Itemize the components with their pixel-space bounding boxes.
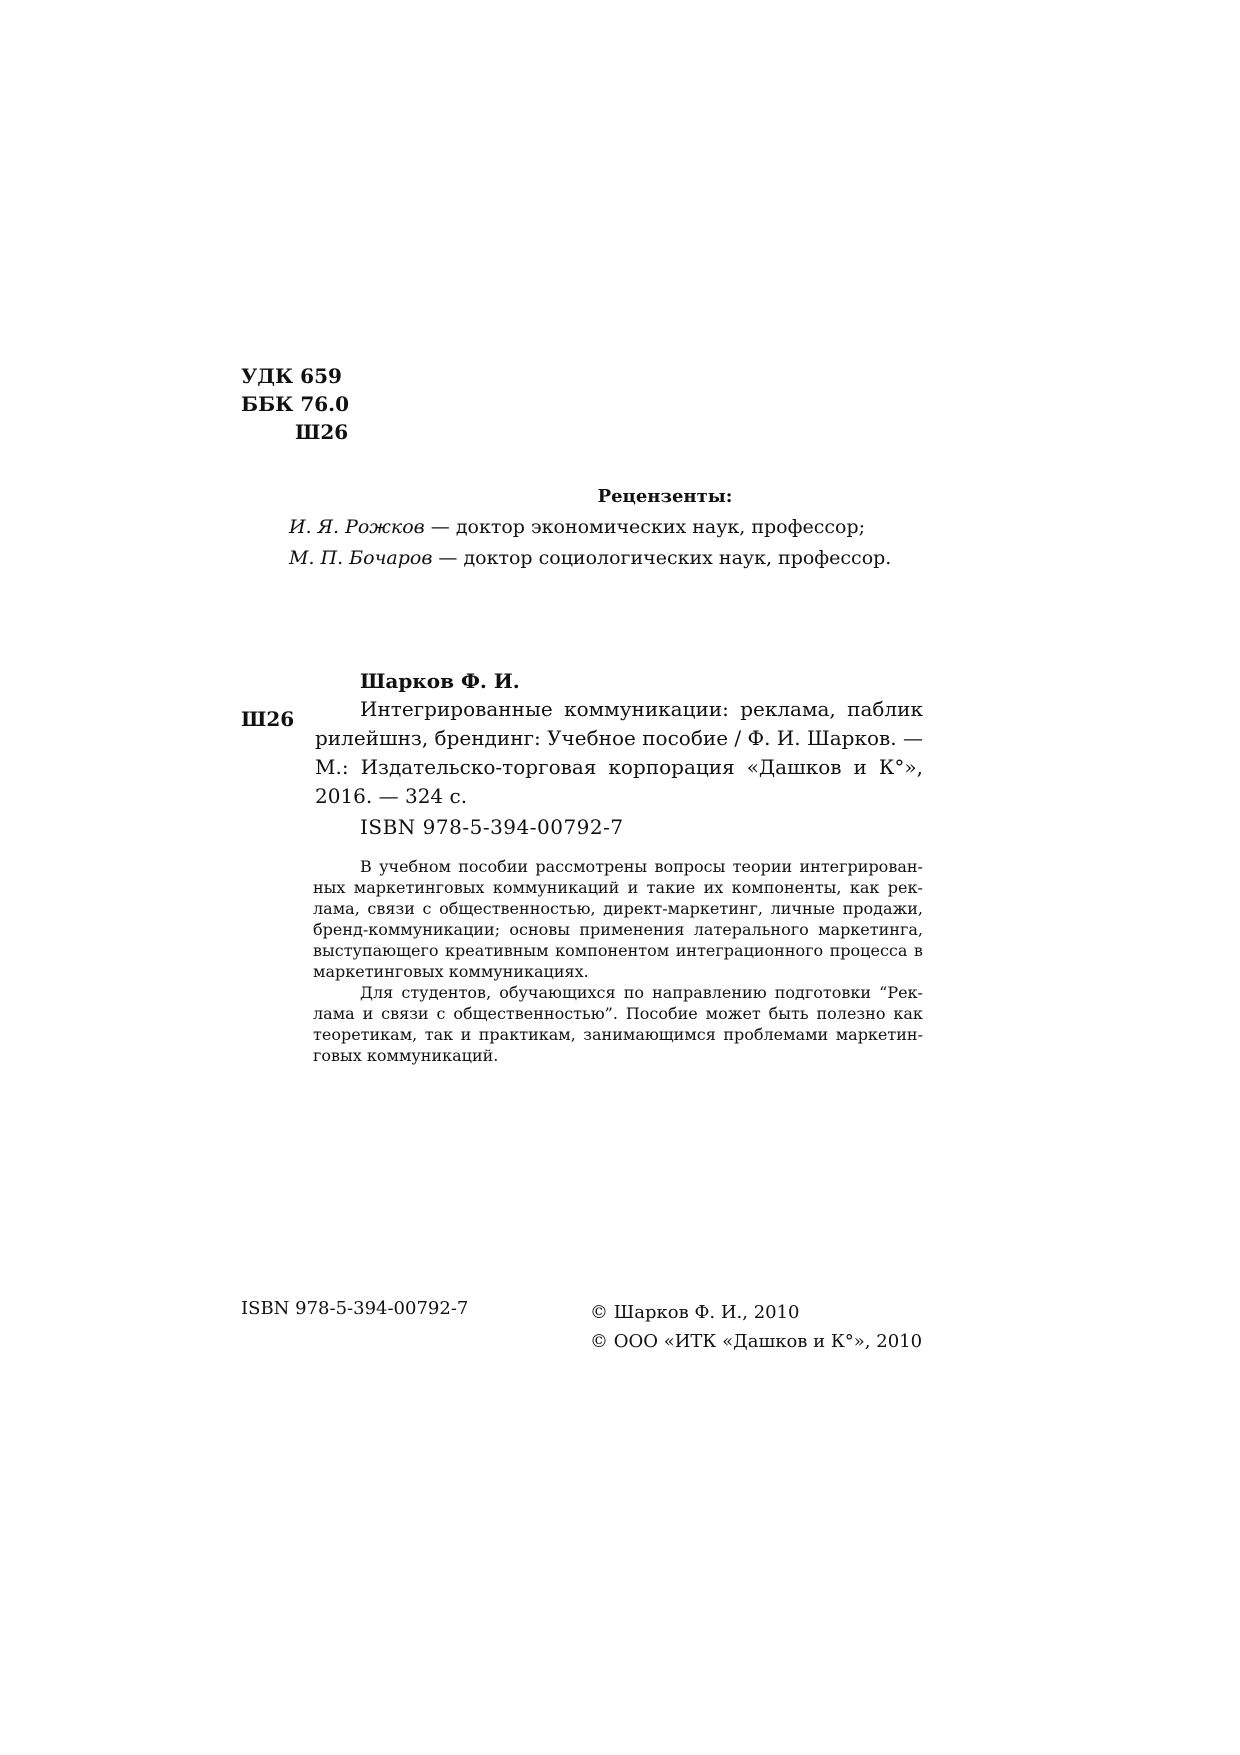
reviewer-role: — доктор социологических наук, профессор.: [432, 547, 892, 569]
copyright-line: © ООО «ИТК «Дашков и К°», 2010: [590, 1331, 923, 1352]
annotation-line: [313, 1024, 923, 1045]
annotation-line-word: рек-: [887, 878, 923, 897]
annotation-line-word: занимающимся: [583, 1025, 716, 1044]
bib-line-word: брендинг:: [434, 726, 541, 750]
annotation-line-word: по: [623, 983, 644, 1002]
bib-line-word: М.:: [315, 755, 349, 779]
bib-line-word: Издательско-торговая: [360, 755, 597, 779]
annotation-line-word: студентов,: [401, 983, 492, 1002]
annotation-line-word: так: [424, 1025, 454, 1044]
annotation-line-word: маркетинга,: [818, 920, 923, 939]
copyright-line: © Шарков Ф. И., 2010: [590, 1302, 800, 1323]
annotation-line-word: основы: [509, 920, 571, 939]
bib-line-word: корпорация: [608, 755, 735, 779]
annotation-line-word: В: [360, 857, 372, 876]
annotation-line-word: коммуникаций: [492, 878, 620, 897]
annotation-line-word: рассмотрены: [535, 857, 648, 876]
annotation-line: [313, 898, 923, 919]
annotation-line-word: креативным: [444, 941, 549, 960]
author-heading: Шарков Ф. И.: [360, 669, 520, 693]
bib-line: [315, 695, 923, 724]
annotation-line-word: говых коммуникаций.: [313, 1046, 499, 1065]
bib-line-word: и: [853, 755, 867, 779]
copyright-block: [590, 1298, 922, 1356]
bibliographic-description: [315, 695, 923, 811]
annotation-line-word: обучающихся: [499, 983, 616, 1002]
bib-line: [315, 753, 923, 782]
bib-line-word: К°»,: [878, 755, 923, 779]
annotation-line: [313, 1045, 923, 1066]
annotation-line-word: бренд-коммуникации;: [313, 920, 501, 939]
annotation-line-word: их: [703, 878, 724, 897]
annotation-line-word: интегрирован-: [799, 857, 923, 876]
annotation-line: [313, 982, 923, 1003]
author-mark-code: Ш26: [295, 420, 349, 444]
annotation-line-word: выступающего: [313, 941, 439, 960]
annotation: [313, 856, 923, 1066]
annotation-line: [313, 961, 923, 982]
annotation-line-word: компоненты,: [731, 878, 842, 897]
annotation-line: [313, 1003, 923, 1024]
udk-code: УДК 659: [241, 364, 342, 388]
classification-codes: [241, 362, 349, 446]
annotation-line-word: с: [422, 899, 432, 918]
footer-isbn: ISBN 978-5-394-00792-7: [241, 1298, 469, 1319]
annotation-line-word: и: [362, 1004, 374, 1023]
annotation-line-word: учебном: [379, 857, 451, 876]
annotation-line-word: продажи,: [842, 899, 923, 918]
bib-line-word: Ф. И.: [747, 726, 801, 750]
bib-line-word: пособие: [642, 726, 729, 750]
bib-line-word: /: [734, 726, 742, 750]
annotation-line: [313, 877, 923, 898]
bib-line-word: 2016. — 324 с.: [315, 784, 468, 808]
bib-line: [315, 724, 923, 753]
reviewer-name: И. Я. Рожков: [289, 516, 425, 538]
annotation-line-word: в: [913, 941, 923, 960]
isbn: ISBN 978-5-394-00792-7: [360, 815, 624, 839]
reviewers-title: Рецензенты:: [597, 486, 733, 507]
bib-line-word: Учебное: [547, 726, 636, 750]
annotation-line-word: процесса: [829, 941, 908, 960]
annotation-line-word: применения: [579, 920, 685, 939]
annotation-line-word: маркетинговых коммуникациях.: [313, 962, 589, 981]
annotation-line-word: общественностью”.: [453, 1004, 618, 1023]
annotation-line-word: связи: [367, 899, 415, 918]
annotation-line-word: ных: [313, 878, 346, 897]
annotation-line-word: быть: [768, 1004, 809, 1023]
annotation-line-word: связи: [381, 1004, 429, 1023]
annotation-line-word: интеграционного: [675, 941, 824, 960]
annotation-line-word: проблемами: [723, 1025, 829, 1044]
bib-line-word: коммуникации:: [564, 697, 729, 721]
annotation-line-word: направлению: [652, 983, 767, 1002]
annotation-line-word: полезно: [816, 1004, 886, 1023]
annotation-line-word: директ-маркетинг,: [603, 899, 763, 918]
reviewer-line: [289, 543, 891, 574]
bib-line-word: паблик: [847, 697, 923, 721]
annotation-line: [313, 940, 923, 961]
annotation-line-word: Пособие: [625, 1004, 698, 1023]
reviewer-name: М. П. Бочаров: [289, 547, 433, 569]
annotation-line-word: теории: [732, 857, 793, 876]
annotation-line-word: и: [460, 1025, 472, 1044]
bib-line-word: Шарков.: [806, 726, 897, 750]
bib-line-word: реклама,: [740, 697, 836, 721]
annotation-line-word: маркетин-: [835, 1025, 923, 1044]
annotation-line-word: латерального: [693, 920, 809, 939]
bib-line-word: «Дашков: [746, 755, 842, 779]
annotation-line-word: с: [436, 1004, 446, 1023]
annotation-line-word: такие: [646, 878, 696, 897]
annotation-line-word: может: [705, 1004, 761, 1023]
annotation-line-word: компонентом: [555, 941, 670, 960]
annotation-line-word: как: [849, 878, 880, 897]
annotation-line: [313, 919, 923, 940]
reviewers-list: [289, 512, 891, 574]
annotation-line-word: общественностью,: [439, 899, 596, 918]
annotation-line-word: Для: [360, 983, 394, 1002]
annotation-line: [313, 856, 923, 877]
annotation-line-word: как: [893, 1004, 923, 1023]
reviewer-role: — доктор экономических наук, профессор;: [424, 516, 866, 538]
bib-line-word: —: [903, 726, 923, 750]
annotation-line-word: “Рек-: [879, 983, 923, 1002]
bbk-code: ББК 76.0: [241, 392, 350, 416]
annotation-line-word: теоретикам,: [313, 1025, 418, 1044]
annotation-line-word: личные: [770, 899, 835, 918]
bibliographic-author-mark: Ш26: [241, 707, 295, 731]
bib-line-word: рилейшнз,: [315, 726, 429, 750]
annotation-line-word: пособии: [458, 857, 529, 876]
bib-line-word: Интегрированные: [360, 697, 553, 721]
reviewer-line: [289, 512, 891, 543]
annotation-line-word: вопросы: [654, 857, 726, 876]
annotation-line-word: подготовки: [774, 983, 872, 1002]
annotation-line-word: лама,: [313, 899, 360, 918]
annotation-line-word: и: [627, 878, 639, 897]
bib-line: [315, 782, 923, 811]
annotation-line-word: лама: [313, 1004, 355, 1023]
annotation-line-word: маркетинговых: [353, 878, 485, 897]
annotation-line-word: практикам,: [478, 1025, 576, 1044]
